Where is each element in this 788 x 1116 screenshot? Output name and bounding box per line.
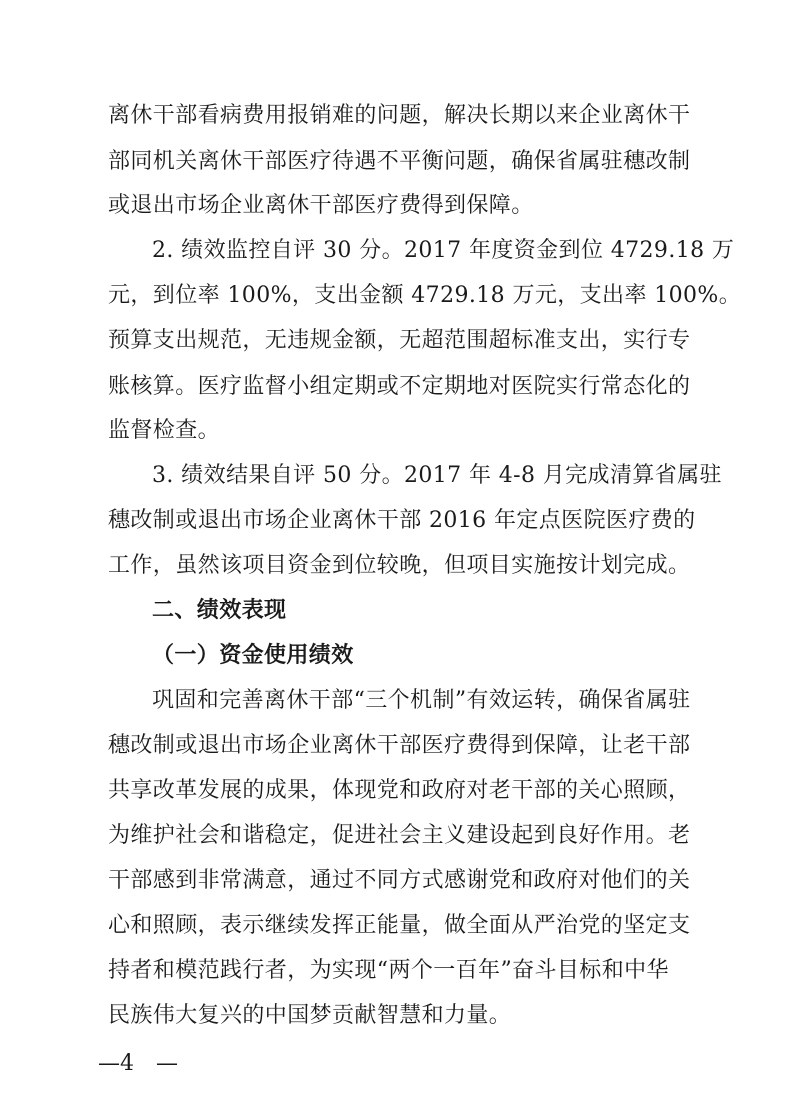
subsection-heading: （一）资金使用绩效 (152, 643, 354, 668)
paragraph-line: 账核算。医疗监督小组定期或不定期地对医院实行常态化的 (108, 374, 691, 399)
section-heading: 二、绩效表现 (152, 598, 287, 623)
paragraph-line: 民族伟大复兴的中国梦贡献智慧和力量。 (108, 1003, 512, 1028)
paragraph-line: 穗改制或退出市场企业离休干部 2016 年定点医院医疗费的 (108, 508, 696, 533)
paragraph-line: 工作，虽然该项目资金到位较晚，但项目实施按计划完成。 (108, 553, 691, 578)
paragraph-line: 共享改革发展的成果，体现党和政府对老干部的关心照顾， (108, 778, 691, 803)
paragraph-line: 3. 绩效结果自评 50 分。2017 年 4-8 月完成清算省属驻 (152, 463, 722, 488)
paragraph-line: 部同机关离休干部医疗待遇不平衡问题，确保省属驻穗改制 (108, 149, 691, 174)
paragraph-line: 心和照顾，表示继续发挥正能量，做全面从严治党的坚定支 (108, 913, 691, 938)
paragraph-line: 巩固和完善离休干部“三个机制”有效运转，确保省属驻 (152, 688, 691, 713)
paragraph-line: 离休干部看病费用报销难的问题，解决长期以来企业离休干 (108, 103, 691, 128)
paragraph-line: 监督检查。 (108, 418, 221, 443)
paragraph-line: 穗改制或退出市场企业离休干部医疗费得到保障，让老干部 (108, 733, 691, 758)
paragraph-line: 为维护社会和谐稳定，促进社会主义建设起到良好作用。老 (108, 823, 691, 848)
paragraph-line: 2. 绩效监控自评 30 分。2017 年度资金到位 4729.18 万 (152, 238, 735, 263)
paragraph-line: 持者和模范践行者，为实现“两个一百年”奋斗目标和中华 (108, 958, 669, 983)
paragraph-line: 或退出市场企业离休干部医疗费得到保障。 (108, 193, 534, 218)
page-number: —4 — (98, 1051, 178, 1076)
paragraph-line: 元，到位率 100%，支出金额 4729.18 万元，支出率 100%。 (108, 283, 742, 308)
paragraph-line: 预算支出规范，无违规金额，无超范围超标准支出，实行专 (108, 328, 691, 353)
paragraph-line: 干部感到非常满意，通过不同方式感谢党和政府对他们的关 (108, 868, 691, 893)
